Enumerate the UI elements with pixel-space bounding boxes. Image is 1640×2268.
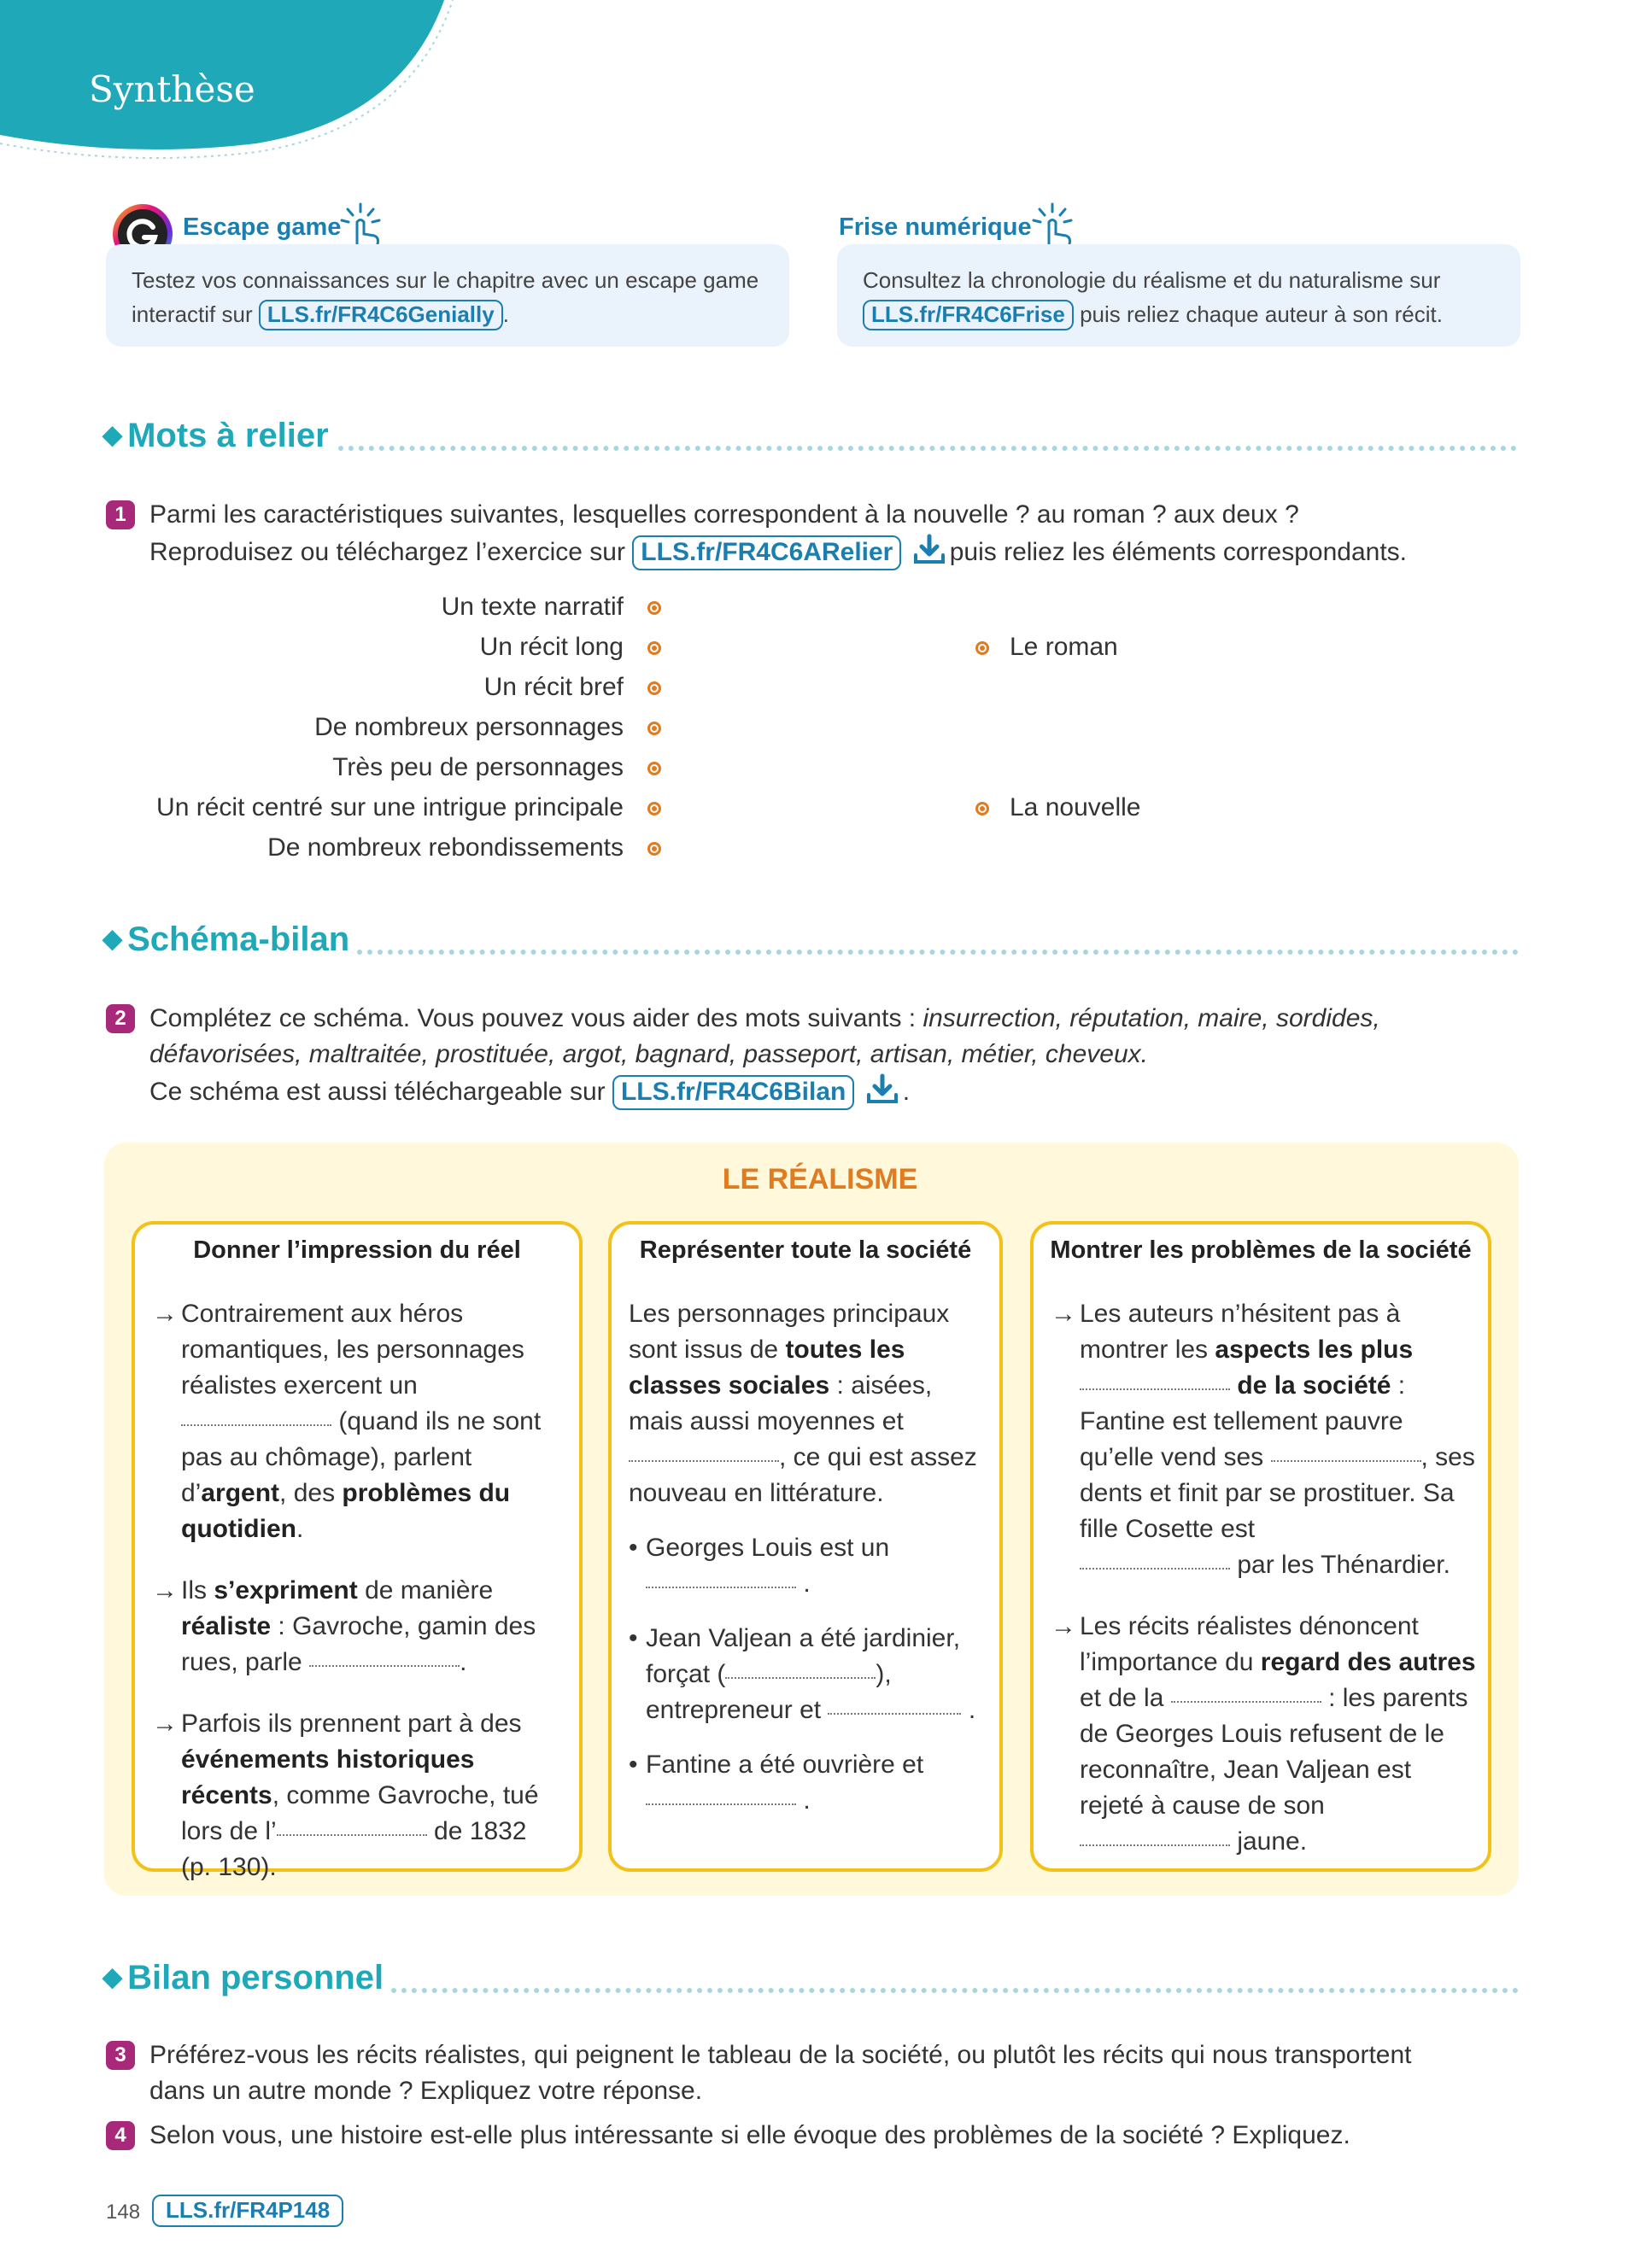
card-title: Montrer les problèmes de la société: [1050, 1236, 1472, 1264]
fill-blank[interactable]: [1271, 1460, 1421, 1462]
radio-bullet-icon[interactable]: [647, 842, 661, 856]
escape-line2-end: .: [502, 301, 509, 327]
question-1-text: [149, 497, 1407, 570]
card-bullet: • Georges Louis est un .: [629, 1530, 987, 1602]
radio-bullet-icon[interactable]: [647, 601, 661, 615]
page-link[interactable]: LLS.fr/FR4P148: [152, 2195, 343, 2227]
bilan-link[interactable]: LLS.fr/FR4C6Bilan: [612, 1075, 854, 1110]
schema-card-reel: [132, 1221, 583, 1881]
fill-blank[interactable]: [181, 1424, 331, 1426]
radio-bullet-icon[interactable]: [647, 762, 661, 775]
match-left-item: De nombreux personnages: [314, 713, 624, 741]
q2-words-1: insurrection, réputation, maire, sordides,: [922, 1004, 1380, 1032]
question-3-text: [149, 2037, 1412, 2109]
bilan-heading: Bilan personnel: [127, 1959, 384, 1996]
match-left-item: De nombreux rebondissements: [267, 833, 624, 862]
q1-line2: Reproduisez ou téléchargez l’exercice sur: [149, 538, 625, 566]
card-bullet: • Fantine a été ouvrière et .: [629, 1747, 987, 1819]
card-body: [152, 1296, 562, 1911]
radio-bullet-icon[interactable]: [647, 802, 661, 815]
fill-blank[interactable]: [1080, 1568, 1230, 1569]
diamond-icon: ◆: [102, 421, 123, 449]
download-icon[interactable]: [865, 1073, 899, 1107]
page-title: Synthèse: [89, 68, 255, 110]
question-number-3: 3: [106, 2041, 135, 2070]
fill-blank[interactable]: [646, 1803, 796, 1805]
q3-line1: Préférez-vous les récits réalistes, qui peignent le tableau de la société, ou plutôt les récits qui nous transportent: [149, 2041, 1412, 2069]
match-left-item: Un texte narratif: [441, 593, 624, 621]
q1-line1: Parmi les caractéristiques suivantes, lesquelles correspondent à la nouvelle ? au roman ? aux deux ?: [149, 500, 1299, 529]
section-schema-bilan: [102, 921, 349, 959]
schema-card-societe: [608, 1221, 1003, 1872]
frise-line2: puis reliez chaque auteur à son récit.: [1080, 301, 1443, 327]
escape-game-title: Escape game: [183, 213, 342, 241]
schema-card-problemes: [1030, 1221, 1491, 1872]
match-left-item: Un récit long: [479, 633, 624, 661]
q1-line2-end: puis reliez les éléments correspondants.: [949, 538, 1407, 566]
section-divider: [338, 446, 1517, 451]
escape-game-text: [132, 263, 772, 331]
question-number-4: 4: [106, 2121, 135, 2150]
card-title: Représenter toute la société: [639, 1236, 972, 1264]
page-number: 148: [106, 2201, 141, 2224]
fill-blank[interactable]: [309, 1665, 460, 1667]
download-icon[interactable]: [912, 533, 946, 567]
schema-heading: Schéma-bilan: [127, 921, 350, 958]
card-title: Donner l’impression du réel: [193, 1236, 521, 1264]
radio-bullet-icon[interactable]: [647, 681, 661, 695]
question-number-2: 2: [106, 1004, 135, 1033]
frise-text: [863, 263, 1503, 331]
fill-blank[interactable]: [1080, 1844, 1230, 1846]
card-body: [1051, 1296, 1478, 1885]
radio-bullet-icon[interactable]: [975, 802, 989, 815]
diamond-icon: ◆: [102, 1963, 123, 1991]
fill-blank[interactable]: [725, 1677, 876, 1679]
match-left-item: Très peu de personnages: [332, 753, 624, 781]
section-divider: [357, 950, 1519, 955]
fill-blank[interactable]: [629, 1460, 779, 1462]
match-right-roman: Le roman: [1010, 633, 1118, 661]
match-left-item: Un récit centré sur une intrigue principale: [156, 793, 624, 821]
escape-game-card: [106, 202, 789, 347]
q2-line3: Ce schéma est aussi téléchargeable sur: [149, 1078, 606, 1106]
q3-line2: dans un autre monde ? Expliquez votre réponse.: [149, 2077, 703, 2105]
fill-blank[interactable]: [828, 1713, 961, 1715]
schema-title: LE RÉALISME: [722, 1163, 918, 1195]
mots-heading: Mots à relier: [127, 417, 329, 454]
frise-card: [837, 202, 1520, 347]
card-body: [629, 1296, 987, 1844]
card-paragraph: → Les auteurs n’hésitent pas à montrer les aspects les plus de la société : Fantine est tellement pauvre qu’elle vend ses , ses dents et finit par se prostituer. Sa fille Cosette est par les Thénardier.: [1051, 1296, 1478, 1583]
radio-bullet-icon[interactable]: [975, 641, 989, 655]
q2-line3-end: .: [902, 1078, 911, 1106]
fill-blank[interactable]: [646, 1587, 796, 1588]
fill-blank[interactable]: [277, 1834, 427, 1836]
frise-link[interactable]: LLS.fr/FR4C6Frise: [863, 300, 1074, 330]
question-4-text: Selon vous, une histoire est-elle plus intéressante si elle évoque des problèmes de la société ? Expliquez.: [149, 2121, 1350, 2149]
escape-line2: interactif sur: [132, 301, 253, 327]
fill-blank[interactable]: [1171, 1701, 1321, 1703]
card-bullet: • Jean Valjean a été jardinier, forçat ( ), entrepreneur et .: [629, 1621, 987, 1728]
card-paragraph: Les personnages principaux sont issus de toutes les classes sociales : aisées, mais aussi moyennes et , ce qui est assez nouveau en littérature.: [629, 1300, 977, 1507]
escape-line1: Testez vos connaissances sur le chapitre avec un escape game: [132, 267, 759, 293]
section-mots-a-relier: [102, 417, 329, 455]
frise-title: Frise numérique: [839, 213, 1032, 241]
card-paragraph: → Les récits réalistes dénoncent l’importance du regard des autres et de la : les parents de Georges Louis refusent de le reconnaître, Jean Valjean est rejeté à cause de son jaune.: [1051, 1609, 1478, 1860]
genially-link[interactable]: LLS.fr/FR4C6Genially: [259, 300, 503, 330]
fill-blank[interactable]: [1080, 1388, 1230, 1390]
section-bilan-personnel: [102, 1959, 384, 1997]
match-left-item: Un récit bref: [483, 673, 624, 701]
question-number-1: 1: [106, 500, 135, 529]
match-right-nouvelle: La nouvelle: [1010, 793, 1141, 821]
frise-line1: Consultez la chronologie du réalisme et du naturalisme sur: [863, 267, 1441, 293]
question-2-text: [149, 1001, 1380, 1110]
radio-bullet-icon[interactable]: [647, 641, 661, 655]
radio-bullet-icon[interactable]: [647, 722, 661, 735]
q2-words-2: défavorisées, maltraitée, prostituée, argot, bagnard, passeport, artisan, métier, cheveux.: [149, 1040, 1148, 1068]
card-paragraph: → Parfois ils prennent part à des événements historiques récents, comme Gavroche, tué lors de l’ de 1832 (p. 130).: [152, 1706, 562, 1885]
card-paragraph: → Contrairement aux héros romantiques, les personnages réalistes exercent un (quand ils ne sont pas au chômage), parlent d’argent, des problèmes du quotidien.: [152, 1296, 562, 1547]
section-divider: [391, 1988, 1519, 1993]
footer-link-wrap: [152, 2195, 343, 2227]
diamond-icon: ◆: [102, 925, 123, 953]
q2-line1: Complétez ce schéma. Vous pouvez vous aider des mots suivants :: [149, 1004, 923, 1032]
relier-link[interactable]: LLS.fr/FR4C6ARelier: [632, 535, 901, 570]
card-paragraph: → Ils s’expriment de manière réaliste : Gavroche, gamin des rues, parle .: [152, 1573, 562, 1681]
